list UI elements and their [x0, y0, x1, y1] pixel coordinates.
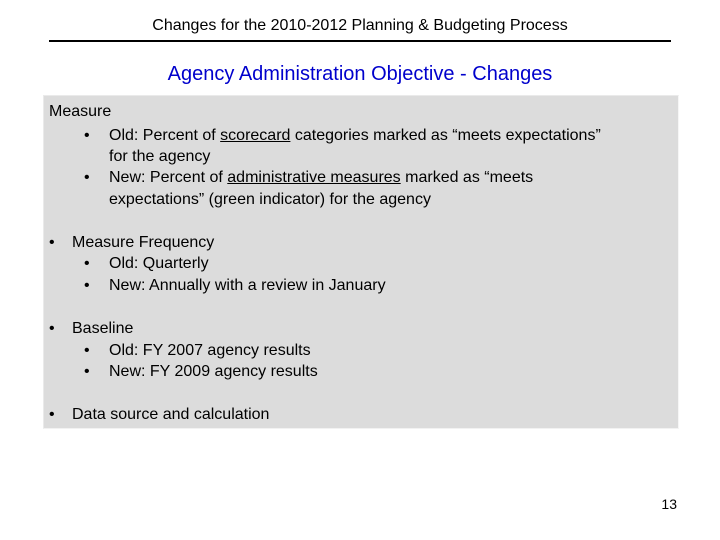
frequency-new-text: New: Annually with a review in January: [109, 277, 386, 294]
data-source-item: [49, 404, 269, 425]
measure-new-prefix: New: Percent of: [109, 169, 228, 186]
baseline-old-item: [84, 340, 311, 361]
baseline-item: [49, 318, 133, 339]
content-box: [43, 95, 679, 429]
slide-header-title: Changes for the 2010-2012 Planning & Budgeting Process: [152, 17, 568, 34]
frequency-old-item: [84, 253, 209, 274]
baseline-new-text: New: FY 2009 agency results: [109, 363, 318, 380]
bullet-icon: •: [49, 320, 55, 337]
measure-old-underlined: scorecard: [220, 127, 291, 144]
bullet-icon: •: [84, 363, 90, 380]
bullet-icon: •: [84, 255, 90, 272]
bullet-icon: •: [84, 127, 90, 144]
baseline-new-item: [84, 361, 318, 382]
data-source-heading: Data source and calculation: [72, 406, 270, 423]
bullet-icon: •: [84, 342, 90, 359]
header-divider: [49, 40, 671, 42]
frequency-old-text: Old: Quarterly: [109, 255, 209, 272]
measure-new-item: [84, 167, 533, 188]
measure-old-continuation: for the agency: [109, 148, 211, 165]
measure-new-suffix: marked as “meets: [400, 169, 534, 186]
measure-old-item: [84, 125, 601, 146]
measure-heading: Measure: [49, 103, 112, 120]
baseline-old-text: Old: FY 2007 agency results: [109, 342, 311, 359]
frequency-item: [49, 232, 214, 253]
measure-new-continuation: expectations” (green indicator) for the agency: [109, 191, 431, 208]
measure-new-underlined: administrative measures: [227, 169, 401, 186]
bullet-icon: •: [49, 406, 55, 423]
bullet-icon: •: [84, 277, 90, 294]
slide-title: Agency Administration Objective - Changes: [167, 63, 553, 85]
page-number: 13: [661, 496, 677, 512]
measure-old-suffix: categories marked as “meets expectations”: [290, 127, 601, 144]
bullet-icon: •: [49, 234, 55, 251]
frequency-heading: Measure Frequency: [72, 234, 215, 251]
frequency-new-item: [84, 275, 386, 296]
baseline-heading: Baseline: [72, 320, 134, 337]
bullet-icon: •: [84, 169, 90, 186]
measure-old-prefix: Old: Percent of: [109, 127, 221, 144]
